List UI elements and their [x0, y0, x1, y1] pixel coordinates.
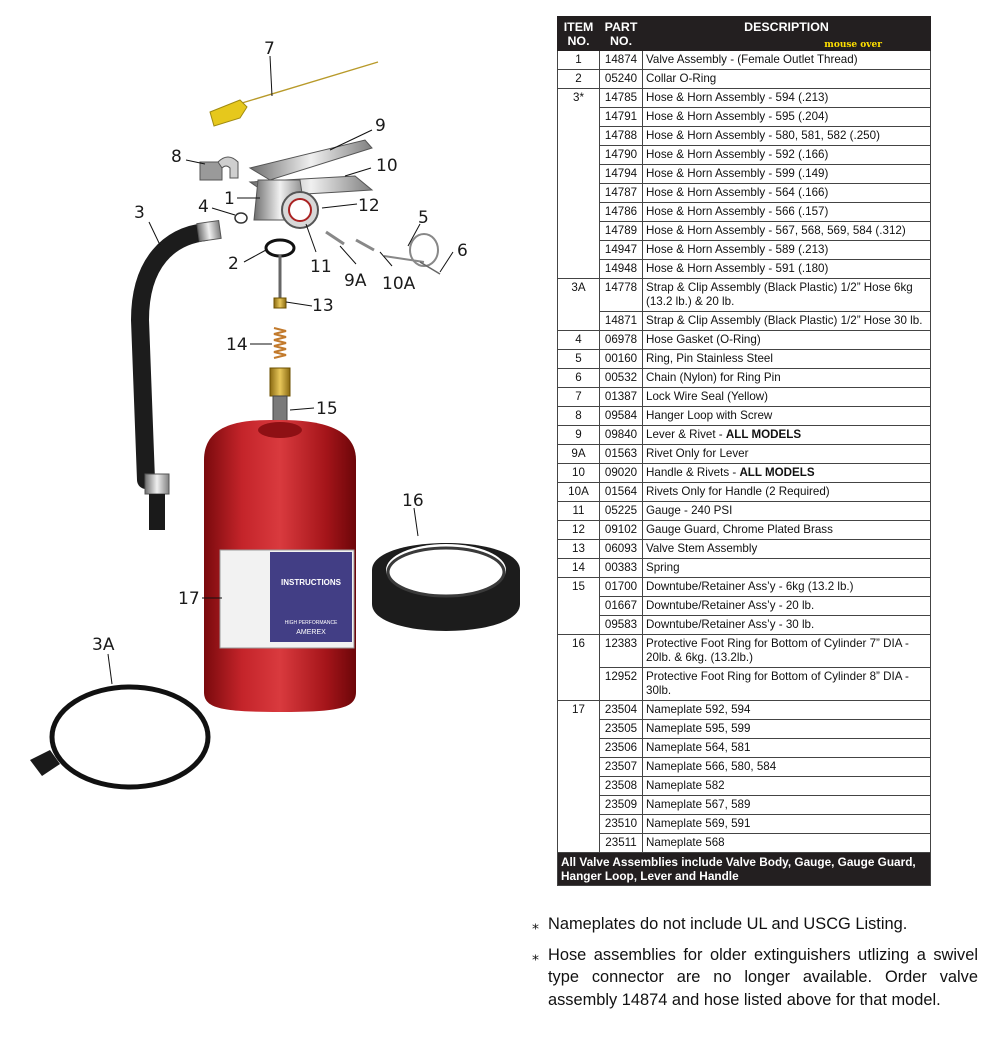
description-text: Nameplate 566, 580, 584 [646, 760, 777, 773]
parts-table-body [558, 51, 931, 853]
table-row [558, 146, 931, 165]
table-row [558, 668, 931, 701]
part-description [643, 407, 931, 426]
notes [532, 913, 978, 1019]
callout-16: 16 [402, 491, 424, 511]
item-number: 6 [558, 369, 600, 388]
part-number: 14786 [600, 203, 643, 222]
part-description [643, 108, 931, 127]
callout-10a: 10A [382, 274, 416, 294]
item-number: 4 [558, 331, 600, 350]
description-text: Rivet Only for Lever [646, 447, 749, 460]
part-number: 00532 [600, 369, 643, 388]
part-description [643, 279, 931, 312]
description-text: Downtube/Retainer Ass’y - 30 lb. [646, 618, 815, 631]
description-text: Nameplate 569, 591 [646, 817, 751, 830]
part-description [643, 796, 931, 815]
part-description [643, 203, 931, 222]
item-number: 17 [558, 701, 600, 853]
table-row [558, 815, 931, 834]
table-row [558, 222, 931, 241]
table-row [558, 521, 931, 540]
collar-o-ring [266, 240, 294, 256]
part-number: 01563 [600, 445, 643, 464]
table-row [558, 483, 931, 502]
description-text: Nameplate 564, 581 [646, 741, 751, 754]
description-emphasis: ALL MODELS [739, 466, 815, 479]
part-number: 23508 [600, 777, 643, 796]
part-description [643, 388, 931, 407]
callout-13: 13 [312, 296, 334, 316]
callout-17: 17 [178, 589, 200, 609]
part-number: 14874 [600, 51, 643, 70]
item-number: 8 [558, 407, 600, 426]
item-number: 9 [558, 426, 600, 445]
part-description [643, 445, 931, 464]
part-description [643, 350, 931, 369]
description-text: Nameplate 567, 589 [646, 798, 751, 811]
part-number: 14791 [600, 108, 643, 127]
description-text: Hose & Horn Assembly - 599 (.149) [646, 167, 829, 180]
item-number: 13 [558, 540, 600, 559]
description-text: Hanger Loop with Screw [646, 409, 773, 422]
table-row [558, 578, 931, 597]
strap-and-clip [30, 687, 208, 787]
part-header-line1: PART [604, 20, 638, 34]
part-number: 00383 [600, 559, 643, 578]
callout-7: 7 [264, 39, 275, 59]
table-row [558, 777, 931, 796]
part-description [643, 521, 931, 540]
part-number: 14871 [600, 312, 643, 331]
table-row [558, 597, 931, 616]
part-description [643, 426, 931, 445]
hanger-loop [200, 157, 238, 180]
table-row [558, 369, 931, 388]
table-row [558, 388, 931, 407]
description-text: Protective Foot Ring for Bottom of Cylinder 7” DIA - 20lb. & 6kg. (13.2lb.) [646, 637, 909, 664]
part-number: 23511 [600, 834, 643, 853]
item-number: 12 [558, 521, 600, 540]
description-text: Hose & Horn Assembly - 564 (.166) [646, 186, 829, 199]
part-number: 09583 [600, 616, 643, 635]
description-text: Downtube/Retainer Ass’y - 6kg (13.2 lb.) [646, 580, 854, 593]
part-description [643, 597, 931, 616]
table-row [558, 701, 931, 720]
description-text: Downtube/Retainer Ass’y - 20 lb. [646, 599, 815, 612]
table-header-row [558, 17, 931, 51]
nameplate-instructions: INSTRUCTIONS [281, 578, 341, 587]
callout-15: 15 [316, 399, 338, 419]
table-row [558, 70, 931, 89]
callout-3: 3 [134, 203, 145, 223]
table-row [558, 241, 931, 260]
part-description [643, 540, 931, 559]
description-text: Valve Assembly - (Female Outlet Thread) [646, 53, 858, 66]
description-text: Hose & Horn Assembly - 594 (.213) [646, 91, 829, 104]
table-row [558, 89, 931, 108]
description-text: Gauge - 240 PSI [646, 504, 733, 517]
table-row [558, 165, 931, 184]
part-number: 14788 [600, 127, 643, 146]
valve-stem [274, 255, 286, 308]
gauge [282, 192, 318, 228]
ring-pin [384, 234, 440, 274]
part-number: 01564 [600, 483, 643, 502]
part-number: 14787 [600, 184, 643, 203]
part-number: 06978 [600, 331, 643, 350]
table-row [558, 426, 931, 445]
item-number: 1 [558, 51, 600, 70]
spring [274, 328, 286, 358]
description-text: Hose & Horn Assembly - 589 (.213) [646, 243, 829, 256]
part-description [643, 241, 931, 260]
parts-table [557, 16, 931, 886]
table-footer-row [558, 853, 931, 886]
part-description [643, 701, 931, 720]
part-description [643, 70, 931, 89]
part-description [643, 464, 931, 483]
part-description [643, 635, 931, 668]
part-number: 23509 [600, 796, 643, 815]
description-text: Hose & Horn Assembly - 591 (.180) [646, 262, 829, 275]
part-number: 23506 [600, 739, 643, 758]
table-row [558, 407, 931, 426]
callout-12: 12 [358, 196, 380, 216]
part-description [643, 815, 931, 834]
part-description [643, 758, 931, 777]
item-number: 3* [558, 89, 600, 279]
part-number: 23507 [600, 758, 643, 777]
part-number: 23504 [600, 701, 643, 720]
note-item [532, 944, 978, 1012]
table-row [558, 834, 931, 853]
description-text: Gauge Guard, Chrome Plated Brass [646, 523, 833, 536]
description-text: Collar O-Ring [646, 72, 717, 85]
col-header-part [600, 17, 643, 51]
item-number: 5 [558, 350, 600, 369]
item-number: 14 [558, 559, 600, 578]
table-row [558, 796, 931, 815]
part-description [643, 502, 931, 521]
rivet-lever [326, 232, 344, 244]
nameplate-performance: HIGH PERFORMANCE [284, 620, 338, 626]
description-text: Hose & Horn Assembly - 580, 581, 582 (.250) [646, 129, 880, 142]
item-number: 3A [558, 279, 600, 331]
col-header-item [558, 17, 600, 51]
part-number: 23510 [600, 815, 643, 834]
table-row [558, 312, 931, 331]
item-number: 11 [558, 502, 600, 521]
part-number: 01387 [600, 388, 643, 407]
col-header-description [643, 17, 931, 51]
part-description [643, 165, 931, 184]
part-number: 14778 [600, 279, 643, 312]
item-number: 9A [558, 445, 600, 464]
description-text: Nameplate 592, 594 [646, 703, 751, 716]
part-description [643, 222, 931, 241]
note-text: Nameplates do not include UL and USCG Listing. [548, 915, 908, 933]
part-number: 06093 [600, 540, 643, 559]
table-row [558, 616, 931, 635]
table-row [558, 739, 931, 758]
part-description [643, 559, 931, 578]
table-row [558, 464, 931, 483]
part-description [643, 720, 931, 739]
part-description [643, 127, 931, 146]
description-text: Hose & Horn Assembly - 595 (.204) [646, 110, 829, 123]
part-number: 23505 [600, 720, 643, 739]
part-number: 09102 [600, 521, 643, 540]
part-number: 01700 [600, 578, 643, 597]
description-text: Ring, Pin Stainless Steel [646, 352, 773, 365]
table-row [558, 203, 931, 222]
description-text: Hose Gasket (O-Ring) [646, 333, 761, 346]
part-description [643, 369, 931, 388]
item-number: 16 [558, 635, 600, 701]
description-text: Nameplate 582 [646, 779, 725, 792]
part-number: 09840 [600, 426, 643, 445]
table-row [558, 279, 931, 312]
description-text: Hose & Horn Assembly - 567, 568, 569, 584 (.312) [646, 224, 906, 237]
table-row [558, 127, 931, 146]
description-emphasis: ALL MODELS [725, 428, 802, 441]
hose-gasket [235, 213, 247, 223]
part-number: 14785 [600, 89, 643, 108]
item-number: 7 [558, 388, 600, 407]
table-row [558, 720, 931, 739]
table-row [558, 559, 931, 578]
item-number: 10 [558, 464, 600, 483]
description-text: Hose & Horn Assembly - 592 (.166) [646, 148, 829, 161]
description-text: Nameplate 568 [646, 836, 725, 849]
table-row [558, 445, 931, 464]
rivet-handle [356, 240, 374, 250]
item-number: 2 [558, 70, 600, 89]
description-text: Lock Wire Seal (Yellow) [646, 390, 768, 403]
item-number: 15 [558, 578, 600, 635]
callout-4: 4 [198, 197, 209, 217]
part-number: 14790 [600, 146, 643, 165]
callout-8: 8 [171, 147, 182, 167]
part-number: 05225 [600, 502, 643, 521]
table-row [558, 635, 931, 668]
part-description [643, 260, 931, 279]
part-description [643, 331, 931, 350]
description-text: Handle & Rivets - [646, 466, 740, 479]
part-description [643, 312, 931, 331]
lock-wire-seal [210, 62, 378, 126]
asterisk-icon: ⁎ [532, 916, 539, 932]
asterisk-icon: ⁎ [532, 946, 539, 963]
callout-11: 11 [310, 257, 332, 277]
item-header-line1: ITEM [563, 20, 594, 34]
callout-1: 1 [224, 189, 235, 209]
table-row [558, 108, 931, 127]
note-item [532, 913, 978, 936]
table-row [558, 758, 931, 777]
callout-10: 10 [376, 156, 398, 176]
description-text: Rivets Only for Handle (2 Required) [646, 485, 830, 498]
description-text: Protective Foot Ring for Bottom of Cylinder 8” DIA - 30lb. [646, 670, 909, 697]
callout-2: 2 [228, 254, 239, 274]
description-text: Chain (Nylon) for Ring Pin [646, 371, 781, 384]
part-description [643, 834, 931, 853]
part-description [643, 616, 931, 635]
part-description [643, 739, 931, 758]
mouse-over-hint[interactable]: mouse over [824, 40, 882, 50]
table-row [558, 260, 931, 279]
item-header-line2: NO. [567, 34, 590, 48]
part-description [643, 668, 931, 701]
note-text: Hose assemblies for older extinguishers utlizing a swivel type connector are no longer available. Order valve assembly 14874 and hose listed above for that model. [548, 945, 978, 1009]
item-number: 10A [558, 483, 600, 502]
foot-ring [372, 543, 520, 631]
description-header: DESCRIPTION [744, 20, 829, 34]
part-description [643, 89, 931, 108]
description-text: Strap & Clip Assembly (Black Plastic) 1/2” Hose 6kg (13.2 lb.) & 20 lb. [646, 281, 913, 308]
callout-3a: 3A [92, 635, 115, 655]
callout-6: 6 [457, 241, 468, 261]
description-text: Spring [646, 561, 680, 574]
table-row [558, 540, 931, 559]
table-row [558, 331, 931, 350]
part-description [643, 51, 931, 70]
callout-5: 5 [418, 208, 429, 228]
description-text: Valve Stem Assembly [646, 542, 758, 555]
part-number: 14948 [600, 260, 643, 279]
part-number: 00160 [600, 350, 643, 369]
table-row [558, 184, 931, 203]
part-number: 09020 [600, 464, 643, 483]
description-text: Hose & Horn Assembly - 566 (.157) [646, 205, 829, 218]
table-row [558, 502, 931, 521]
part-description [643, 146, 931, 165]
part-number: 12383 [600, 635, 643, 668]
description-text: Nameplate 595, 599 [646, 722, 751, 735]
part-number: 14794 [600, 165, 643, 184]
part-description [643, 777, 931, 796]
callout-14: 14 [226, 335, 248, 355]
part-number: 05240 [600, 70, 643, 89]
nameplate-brand: AMEREX [296, 629, 326, 636]
part-description [643, 184, 931, 203]
callout-9: 9 [375, 116, 386, 136]
callout-9a: 9A [344, 271, 367, 291]
part-description [643, 483, 931, 502]
table-row [558, 350, 931, 369]
part-number: 14947 [600, 241, 643, 260]
part-number: 01667 [600, 597, 643, 616]
table-footer-note: All Valve Assemblies include Valve Body, Gauge, Gauge Guard, Hanger Loop, Lever and Handle [558, 853, 931, 886]
description-text: Lever & Rivet - [646, 428, 726, 441]
cylinder [204, 420, 356, 712]
part-header-line2: NO. [609, 34, 633, 48]
part-number: 09584 [600, 407, 643, 426]
table-row [558, 51, 931, 70]
description-text: Strap & Clip Assembly (Black Plastic) 1/2” Hose 30 lb. [646, 314, 923, 327]
part-description [643, 578, 931, 597]
part-number: 12952 [600, 668, 643, 701]
part-number: 14789 [600, 222, 643, 241]
